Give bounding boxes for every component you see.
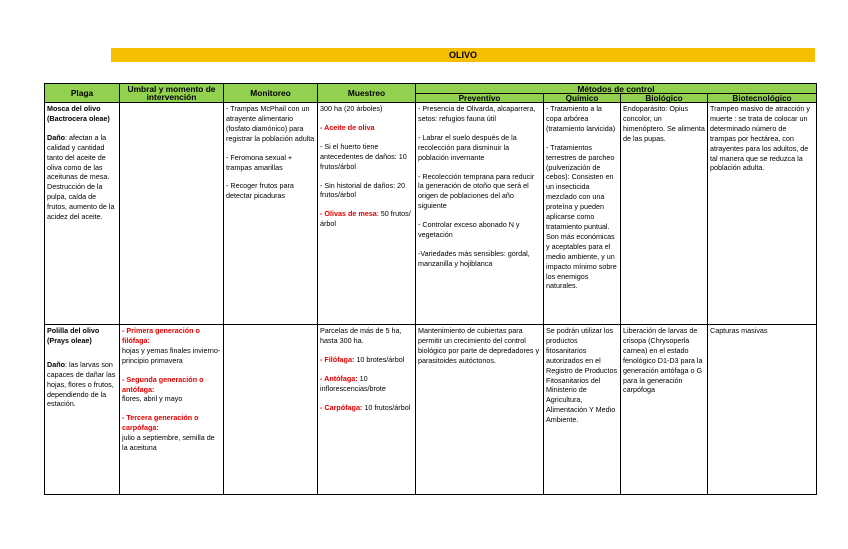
damage-text: Daño: las larvas son capaces de dañar las hojas, flores o frutos, dependiendo de la estación. xyxy=(47,359,116,409)
cell-monitoreo xyxy=(224,325,318,495)
cell-umbral xyxy=(120,103,224,325)
biotecnologico-text: Trampeo masivo de atracción y muerte : se trata de colocar un determinado número de trampas por hectárea, con atrayentes para los adultos, de tal manera que se reduzca la población adulta. xyxy=(710,104,810,173)
header-umbral: Umbral y momento de intervención xyxy=(120,84,224,103)
header-biologico: Biológico xyxy=(621,94,708,103)
generation-text: flores, abril y mayo xyxy=(122,394,183,404)
header-plaga: Plaga xyxy=(45,84,120,103)
cell-biotecnologico xyxy=(708,103,817,325)
cell-biologico xyxy=(621,325,708,495)
table-row xyxy=(45,103,817,325)
cell-plaga xyxy=(45,103,120,325)
cell-preventivo xyxy=(416,325,544,495)
muestreo-intro: Parcelas de más de 5 ha, hasta 300 ha. xyxy=(320,326,402,345)
generation-label: - Primera generación o filófaga: xyxy=(122,326,200,345)
cell-plaga xyxy=(45,325,120,495)
preventivo-item: - Controlar exceso abonado N y vegetación xyxy=(418,220,520,240)
muestreo-item: - Si el huerto tiene antecedentes de daños: 10 frutos/árbol xyxy=(320,141,407,171)
cell-biotecnologico xyxy=(708,325,817,495)
table-row xyxy=(45,325,817,495)
header-metodos: Métodos de control xyxy=(416,84,817,94)
cell-muestreo xyxy=(318,103,416,325)
muestreo-item: - Filófaga: 10 brotes/árbol xyxy=(320,354,405,364)
biologico-text: Endoparásito: Opius concolor, un himenóptero. Se alimenta de las pupas. xyxy=(623,104,705,143)
monitoreo-item: - Trampas McPhail con un atrayente alimentario (fosfato diamónico) para registrar la población adulta xyxy=(226,104,315,143)
pest-name: Mosca del olivo (Bactrocera oleae) xyxy=(47,104,110,123)
generation-text: julio a septiembre, semilla de la aceituna xyxy=(122,433,215,453)
preventivo-item: - Recolección temprana para reducir la generación de otoño que será el origen de poblaciones del año siguiente xyxy=(418,171,535,211)
quimico-text: Se podrán utilizar los productos fitosanitarios autorizados en el Registro de Productos Fitosanitarios del Ministerio de Agricultura, Alimentación Y Medio Ambiente. xyxy=(546,326,618,425)
damage-text: Daño: afectan a la calidad y cantidad tanto del aceite de oliva como de las aceitunas de mesa. Destrucción de la pulpa, caída de frutos, aumento de la acidez del aceite. xyxy=(47,132,115,222)
quimico-item: - Tratamiento a la copa arbórea (tratamiento larvicida) xyxy=(546,104,616,133)
cell-biologico xyxy=(621,103,708,325)
cell-umbral xyxy=(120,325,224,495)
monitoreo-item: - Feromona sexual + trampas amarillas xyxy=(226,152,293,172)
preventivo-item: - Labrar el suelo después de la recolección para disminuir la población invernante xyxy=(418,132,517,162)
monitoreo-item: - Recoger frutos para detectar picaduras xyxy=(226,181,294,201)
header-quimico: Químico xyxy=(544,94,621,103)
cell-muestreo xyxy=(318,325,416,495)
preventivo-text: Mantenimiento de cubiertas para permitir un crecimiento del control biológico por parte de depredadores y parasitoides autóctonos. xyxy=(418,326,540,365)
generation-label: - Tercera generación o carpófaga: xyxy=(122,413,199,433)
pest-control-table xyxy=(44,83,817,495)
pest-name: Polilla del olivo (Prays oleae) xyxy=(47,326,100,345)
cell-preventivo xyxy=(416,103,544,325)
header-biotecnologico: Biotecnológico xyxy=(708,94,817,103)
quimico-item: - Tratamientos terrestres de parcheo (pulverización de cebos): Consisten en un insecticida mezclado con una proteína y pueden aplicarse como tratamiento puntual. Son más económicas y aceptables para el medio ambiente, y un impacto mínimo sobre los enemigos naturales. xyxy=(546,142,617,291)
muestreo-item: - Sin historial de daños: 20 frutos/árbol xyxy=(320,180,406,200)
generation-text: hojas y yemas finales invierno-principio primavera xyxy=(122,345,221,365)
biotecnologico-text: Capturas masivas xyxy=(710,326,768,335)
muestreo-intro: 300 ha (20 árboles) xyxy=(320,104,383,113)
header-muestreo: Muestreo xyxy=(318,84,416,103)
muestreo-item: - Olivas de mesa: 50 frutos/árbol xyxy=(320,209,411,229)
generation-label: - Segunda generación o antófaga: xyxy=(122,374,204,394)
biologico-text: Liberación de larvas de crisopa (Chrysoperla carnea) en el estado fenológico D1-D3 para la generación antófaga o G para la generación carpófoga xyxy=(623,326,703,395)
cell-monitoreo xyxy=(224,103,318,325)
muestreo-item: - Carpófaga: 10 frutos/árbol xyxy=(320,402,411,412)
preventivo-item: - Presencia de Olivarda, alcaparrera, setos: refugios fauna útil xyxy=(418,104,536,123)
header-preventivo: Preventivo xyxy=(416,94,544,103)
muestreo-label: - Aceite de oliva xyxy=(320,122,375,132)
page-title: OLIVO xyxy=(111,48,815,62)
cell-quimico xyxy=(544,325,621,495)
header-monitoreo: Monitoreo xyxy=(224,84,318,103)
preventivo-item: -Variedades más sensibles: gordal, manzanilla y hojiblanca xyxy=(418,248,530,268)
muestreo-item: - Antófaga: 10 inflorescencias/brote xyxy=(320,373,386,393)
cell-quimico xyxy=(544,103,621,325)
